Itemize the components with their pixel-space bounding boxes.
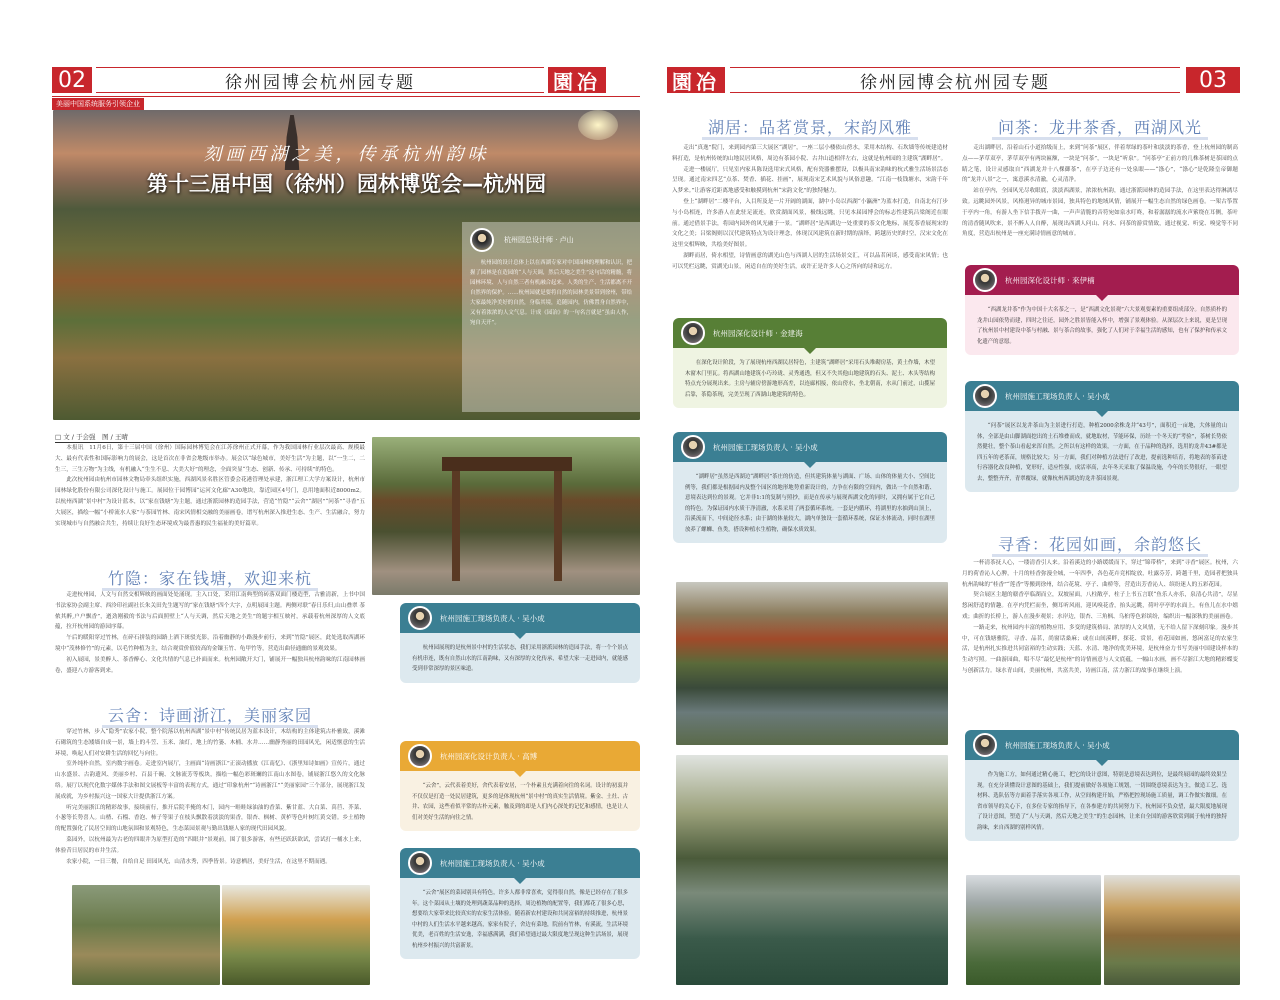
quote-card	[400, 603, 640, 683]
card-header: 杭州园施工现场负责人 · 吴小成	[713, 442, 818, 452]
section-text	[962, 143, 1238, 240]
quote-card	[673, 432, 947, 543]
section-heading: 问茶：龙井茶香，西湖风光	[960, 115, 1240, 138]
card-header: 杭州园深化设计师 · 金建海	[713, 328, 803, 338]
paragraph: 走进一楼展厅，只见室内家具陈设选用宋式风格，配有瓷器雅摆设，以极具南宋韵味的杭式雅生活场景活态呈现。通过南宋四艺“点茶、焚香、插花、挂画”，展现南宋艺术风貌与风俗意趣。“江南一枝钱塘水，宋韵千年入梦来。”让游客近距离地感受和触摸到杭州“宋韵文化”的独特魅力。	[672, 166, 948, 195]
overlay-designer-card	[462, 222, 640, 412]
paragraph: 本报讯 11月6日，第十三届中国（徐州）国际园林博览会在江苏徐州正式开幕，作为我国园林行业层次最高、规模最大、最有代表性和国际影响力的展会，这是首次在非省会地级市举办。展会以“绿色城市，美好生活”为主题，以“一生二，二生三，三生万物”为主线，有机融入“生生不息、大美大好”的理念，全面突显“生态、创新、传承、可持续”的特色。	[55, 445, 365, 473]
card-header: 杭州园施工现场负责人 · 吴小成	[440, 613, 545, 623]
hero-image	[53, 110, 640, 420]
section-heading: 湖居：品茗赏景，宋韵风雅	[670, 115, 950, 138]
card-header: 杭州园深化设计师 · 來伊楠	[1005, 275, 1095, 285]
card-text: “云舍”展区的菜园别具有特色，许多人都非常喜欢，觉得很自然，像是已经存在了很多年。这个菜园从土壤的处理到蔬菜品种的选择，周边植物的配置等，我们都花了很多心思，想要给大家带来比较真实的农家生活体验。随着新农村建设和共同富裕的持续推进，杭州景中村的人们生活水平越来越高，家家有院子，舍边有菜地，院前有竹林，有溪流，生活环境优美，老百姓的生活安逸，幸福感满满，我们希望通过最大限度地呈现这种生活场景，展现杭州乡村振兴的共富新景。	[400, 878, 640, 959]
paragraph: 初入展园，景美醉人、茶香醉心、文化共情的气息已扑面而来。杭州园敞开大门，铺展开一幅独具杭州韵味的江南园林画卷，盛迎八方游客到来。	[55, 656, 365, 674]
avatar	[408, 606, 432, 630]
photo-gate-pavilion	[372, 437, 640, 595]
card-text: “西湖龙井茶”作为中国十大名茶之一，是“西湖文化景观”六大景观要素的重要组成部分。自然质朴的龙井山园依势而建，四时之往还，园外之胜景皆能入怀中，增强了景观体验。从深层次上来说，更是呈现了杭州景中村建设中茶与村融、景与茶合的故事，强化了人们对于幸福生活的感知，也有了保护和传承文化遗产的意愿。	[965, 295, 1239, 355]
paragraph: 听完美丽浙江的精彩故事，接续前行，推开后院半掩的木门，园内一畦畦绿油油的香菜、紫甘蓝、大白菜、莴苣、芥菜、小葱等长势喜人。山楂、石榴、香泡、柿子等果子在枝头飘散着淡淡的果香，银杏、枫树、黄栌等色叶树红黄交错。乡土植物的配置强化了民居空间的山地氛围和景观特色，生态菜园景观与勤出钱塘人家的现代田园风貌。	[55, 804, 365, 833]
paragraph: 契合展区主题的赣香亭临湖而立，双坡屋面，八柱敞亭，柱子上书五言联“鱼乐人亦乐，泉清心共清”，尽显悠闲舒适的情趣。在亭内凭栏而坐，侧耳听风雨，迎风嗅花香，抬头远眺，荷叶亭亭的水面上，有鱼儿在水中嬉戏；曲折的长桥上，游人在漫步观景；水岸边，银杏、三角枫、乌桕等色彩缤纷，编织出一幅深秋的美丽画卷。	[962, 592, 1238, 620]
card-header: 杭州园深化设计负责人 · 高博	[440, 751, 538, 761]
paragraph: 穿过竹林，步入“隐秀”农家小院，整个院落以杭州西湖“景中村”传统民居为蓝本设计，木结构的主体建筑古朴雅致，溪滩石砌筑的生态矮墙自成一景，墙上的斗笠、玉米、油灯，地上的竹篓、木桶、水井……幽静秀丽的田园风光，闲适惬意的生活环境，唤起人们对安耕生活的回忆与向往。	[55, 729, 365, 757]
paragraph: 一路走来，杭州园内丰富的植物应用、多变的建筑格局、浓厚的人文风情，无不给人留下深刻印象。漫步其中，可在钱塘雅院，寻香、品茗，尚窗话桑麻；或在山间溪畔，探花、赏景，看花园如画，悠闲富足的农家生活，是杭州扎实推进共同富裕的生动实践；天蓝、水清、地净的优美环境，是杭州奋力书写美丽中国建设样本的生动写照。一曲游园曲，唱不尽“最忆是杭州”的诗情画意与人文底蕴，一幅山水画，画不尽浙江大地的精彩蝶变与创新活力。绿水青山间，美丽杭州，共富共美，诗画江南，活力浙江的故事在继续上演。	[962, 624, 1238, 674]
byline: □ 文 / 于会强 图 / 王晴	[55, 432, 365, 443]
photo-trees-path	[222, 885, 370, 985]
quote-card	[400, 848, 640, 959]
brand-logo: 園冶	[548, 67, 606, 93]
quote-card	[965, 265, 1239, 355]
paragraph: 午后的暖阳穿过竹林，在碎石拼装的园路上洒下斑驳光影，沿着幽静的小路漫步前行，来到“竹隐”展区，此处选取西湖环境中“茂林修竹”的元素，以毛竹种植为主，结合观赏价值较高的金镶玉竹、龟甲竹等，营造出曲径通幽的景观效果。	[55, 635, 365, 652]
photo-lake-reflection	[676, 755, 948, 985]
card-text: 在深化设计阶段，为了展现杭州西湖民居特色，主建筑“湖畔居”采用石头堆砌房基，黄土作墙，木望木窗木门里瓦。将西湖山地建筑小巧玲珑、灵秀通透，但又不失其他山地建筑的石头、泥土、木头等结构特点充分展现出来。主房与辅房傍游地形高差，以连廊相接，依山傍水，坐北朝南，水从门前过，山揽屋后靠，茶隐茶现，完美呈现了西湖山地建筑的特色。	[673, 348, 947, 408]
avatar	[470, 228, 494, 252]
card-header: 杭州园施工现场负责人 · 吴小成	[1005, 740, 1110, 750]
section-heading: 竹隐：家在钱塘，欢迎来杭	[55, 566, 365, 589]
photo-tea-hill	[966, 875, 1101, 985]
paragraph: 站在亭内，全园风光尽收眼底，淡淡西湖景，浓浓杭州韵，通过浙派园林的造园手法，在这里表达得淋漓尽致。远眺园外风景，风格迥异的城市景园，独具特色的地域风情，铺展开一幅生态自然的绿色画卷。一架古筝置于亭内一角，有游人坐下信手拨弄一曲，一声声清脆的音符宛如泉水叮咚，和着潺潺的流水声萦绕在耳侧，茶叶的清香随风吹来，景不醉人人自醉，展现出西湖人问山、问水、问茶的游赏情致，通过视觉、听觉、嗅觉等不同角度，营造出杭州是一座充满诗情画意的城市。	[962, 188, 1238, 238]
avatar	[408, 851, 432, 875]
page-number: 02	[52, 67, 92, 93]
paragraph: 一杯清茶抚人心，一缕清香引人来。沿着溪边的小路缓缓而下，穿过“锦带桥”，来到“寻香”展区。杭州，六月的荷香沁人心脾，十月的桂香弥漫全城，一年四季，各色花卉竞相绽放，吐露芬芳，跨越千里，造园者把独具杭州韵味的“桂香”“莲香”等搬到徐州，结合花境、亭子、曲桥等，营造出芳香沁人、缤纷迷人的五彩花园。	[962, 560, 1238, 588]
avatar	[973, 384, 997, 408]
card-header: 杭州园施工现场负责人 · 吴小成	[440, 858, 545, 868]
paragraph: 室外纯朴自然，室内数字画卷。走进室内展厅，主画面“诗画浙江”正滚动播放《江南忆》、《浙里知诗如画》宣传片，通过山水盛景、古韵遗风、美丽乡村、百县千碗、文脉流芳等板块，描绘一幅色彩斑斓的江南山水图卷，铺展浙江悠久的文化脉络。展厅以现代化数字媒体手法和图文展板等丰富的表现方式，通过“印象杭州”“诗画浙江”“美丽家园”三个部分，展现浙江发展成就，为乡村振兴这一国家大计提供浙江方案。	[55, 761, 365, 800]
brand-logo: 園冶	[667, 67, 725, 93]
section-heading: 寻香：花园如画，余韵悠长	[960, 532, 1240, 555]
hero-title: 第十三届中国（徐州）园林博览会—杭州园	[147, 172, 546, 196]
quote-card	[673, 318, 947, 408]
card-text: 杭州园展现的是杭州景中村的生活状态，我们采用浙派园林的造园手法，将一个个景点有机串连，既有自然山水的江南韵味，又有深厚的文化传承，希望大家一走进园内，就能感受到非常深厚的景区味道。	[400, 633, 640, 683]
section-text	[55, 727, 365, 867]
section-text	[672, 143, 948, 273]
card-text: 作为施工方，如何通过精心施工，把它的设计意图，特别是意境表达到位，是最终展园的最终效果呈现。在充分读懂设计意图的基础上，我们提前做好各项施工规划，一切围绕意境表达为主，做造工艺、选材料、选队伍等方面着手落实各项工作，从空间构建开始，严格把控现场施工质量，调工作做实做细。在省市领导的关心下，在多位专家的指导下，在各参建方的共同努力下，杭州园不负众望，最大限度地展现了设计意图，塑造了“人与天调，然后天地之美生”的生态园林，让来自全国的游客欣赏到属于杭州的独特韵味，来自西湖的别样风情。	[965, 760, 1239, 841]
tag-label: 美丽中国系统服务引领企业	[52, 98, 144, 110]
hero-subtitle: 刻画西湖之美，传承杭州韵味	[203, 144, 490, 165]
quote-card	[400, 741, 640, 831]
card-text: “云舍”，云代表着美好，舍代表着安居，一个朴素且充满着向往的名词。设计的初衷并不仅仅是打造一处民居建筑，更多的是体现杭州“景中村”的真实生活情境。紫金、土灶、古井、农园，这些看似平常的古朴元素，触及到的却是人们内心深处的记忆和感情，也是让人们对美好生活的向往之情。	[400, 771, 640, 831]
paragraph: 此次杭州园由杭州市园林文物局牵头组织实施，西湖风景名胜区管委会花港管理处承建，浙江理工大学方案设计，杭州市园林绿化股份有限公司深化设计与施工。展园位于园博园“运河文化廊”A30地块，靠近园区4号门，总用地面积近8000m2。以杭州西湖“景中村”为设计蓝本，以“家在钱塘”为主题，通过浙派园林的造园手法，营造“竹隐”“云舍”“湖居”“问茶”“寻香”五大展区，描绘一幅“小桥流水人家”与茶园竹林、南宋风情相交融的美丽画卷，谱写杭州深入推进生态、生产、生活融合，努力实现城市与自然融合共生，持续让良好生态环境成为最普惠的民生福祉的美好篇章。	[55, 477, 365, 527]
paragraph: 农家小院，一日三餐，自给自足 田园风光，山清水秀，四季皆景。诗意栖居，美好生活，在这里不期而遇。	[66, 858, 331, 865]
photo-lake-pavilion	[676, 582, 948, 745]
overlay-card-header: 杭州园总设计师 · 卢山	[504, 236, 574, 244]
paragraph: 走出“真逸”院门，来到园内第三大展区“湖居”，一座二层小楼依山傍水，采用木结构、石坎墙等传统建造材料打造，是杭州传统的山地民居风格，周边有茶园小院、古井山道相伴左右，这就是杭州园的主建筑“湖畔居”。	[672, 145, 948, 162]
quote-card	[965, 381, 1239, 492]
avatar	[408, 744, 432, 768]
section-heading: 云舍：诗画浙江，美丽家园	[55, 703, 365, 726]
section-text	[55, 590, 365, 676]
paragraph: 菜园外，以杭州最为古老的四眼井为原型打造的“四眼井”景观前，围了很多游客，有些还跃跃欲试，尝试打一桶水上来，体验昔日居民的市井生活。	[55, 836, 365, 854]
card-text: “问茶”展区以龙井茶山为主景进行打造，种植2000余株龙井“43号”，面积近一亩地，大体量的山体，全部是由山脚湖面挖出的土石堆叠而成，就地取材，节能环保，历经一个冬天的“考验”，茶树长势依然健壮，整个茶山看起来浑自然。之所以有这样的效果，一方面，在于品种的选择，选用的龙井43#都是四五年的老茶苗，规格比较大；另一方面，我们对种植方法进行了改进，提前选种培育，将地表的茶苗进行容器化改良种植，宽形好，适应性强，成活率高，去年冬天采取了保温设施，今年的长势很好，一眼望去，整整齐齐，青翠覆绿，就像杭州西湖边的龙井茶园景观。	[965, 411, 1239, 492]
page-number: 03	[1186, 67, 1240, 93]
avatar	[681, 321, 705, 345]
paragraph: 走出湖畔居，沿着山石小道拾级而上，来到“问茶”展区，伴着翠绿的茶叶和淡淡的茶香，登上杭州园的制高点——茅草双亭，茅草双亭有两块匾额，一块是“问茶”，一块是“听泉”。“问茶亭”正前方的几株茶树是茶园的点睛之笔，设计灵感取自“西湖龙井十八棵御茶”，在亭子边还有一处泉眼——“涤心”，“涤心”是乾隆皇帝御题的“龙井八景”之一，寓意溪水清澈，心灵清净。	[962, 145, 1238, 184]
avatar	[973, 268, 997, 292]
paragraph: 走进杭州园，人文与自然交相辉映的画面处处涌现。主入口处，采用江南典型的砖落双面门楼造型，古雅清新，上书中国书法家协会副主席、西泠印社副社长朱关田先生题写的“家在钱塘”四个大字，点明展园主题。两侧对联“春日乐归,山山叠翠 茶侬其醉,户户飘香”，遒劲刚毅的书法与后面照壁上“人与天调，然后天地之美生”的题字相互映衬，承载着杭州深厚的人文底蕴，拉开杭州园的游园序幕。	[55, 592, 365, 631]
intro-text	[55, 443, 365, 529]
card-header: 杭州园施工现场负责人 · 吴小成	[1005, 391, 1110, 401]
byline-text: 文 / 于会强 图 / 王晴	[63, 433, 128, 441]
avatar	[973, 733, 997, 757]
overlay-card-text: 杭州园的设计总体上以在西湖专家对中国园林的理解和认识，把握了园林是在造园的“人与天调，然后天地之美生”这句话的精髓，将园林环境、人与自然三者有机融合起来。人类的生产、生活都离不开自然界的保护。……杭州园就是要将自然的园林美景带到徐州，带给大家最纯净美好的自然，身临其境，追随园内，仿佛置身自然界中，又有着浓浓的人文气息。计成《园冶》的一句名言就是“虽由人作，宛自天开”。	[470, 260, 632, 326]
avatar	[681, 435, 705, 459]
paragraph: 湖畔而居，倚水相望，诗情画意的湖光山色与西湖人居的生活场景交汇，可以品茗闲谈，感受南宋风情；也可以凭栏远眺，赏湖光山景，闲适自在的美好生活，或许正是许多人心之所向的诗和远方。	[672, 252, 948, 270]
header-title: 徐州园博会杭州园专题	[730, 67, 1180, 93]
sun-icon	[578, 110, 618, 140]
header-title: 徐州园博会杭州园专题	[96, 67, 544, 93]
photo-vegetable-garden	[72, 885, 220, 985]
quote-card	[965, 730, 1239, 841]
paragraph: 登上“湖畔居”二楼平台，入目所及是一片开阔的湖面，湖中小岛以西湖“小瀛洲”为蓝本打造，自南北有汀步与小岛相连，许多游人在此驻足流连，欣赏湖面风景，极线远眺，只见本届园博会的标志性建筑吕梁阁近在眼前。通过借景手法，将园内园外的风光融于一景。“湖畔居”是西湖边一处重要的茶文化地标，展览茶香展现宋的文化之美；吕梁阁则以汉代建筑特点为设计理念，体现汉风建筑在新时期的演绎，跨越历史的时空，汉宋文化在这里交相辉映，共绘美好图景。	[672, 198, 948, 249]
card-text: “湖畔居”虽然是西湖边“湖畔居”茶庄的仿造，但其建筑体量与湖面、广场、山体的体量大小、空间比例等，我们都是根据园内及整个园区的地形地势重新设计的，力争在有限的空间内，做出一个自然和谐、意境表达到位的景观。它并非1:1的复制与照抄，而是在传承与展现西湖文化的同时，又拥有属于它自己的特色。为保证园内水质干净清澈，水系采用了两套循环系统。一套是内循环，将湖里的水抽到山顶上，沿溪流而下，中间途径水系；由于湖的体量较大，湖内单独设一套循环系统，保证水体流动，同时在湖里放养了螺蛳、鱼类，搭设种植水生植物，确保水质效果。	[673, 462, 947, 543]
section-text	[962, 558, 1238, 677]
photo-autumn-garden	[1104, 875, 1240, 985]
